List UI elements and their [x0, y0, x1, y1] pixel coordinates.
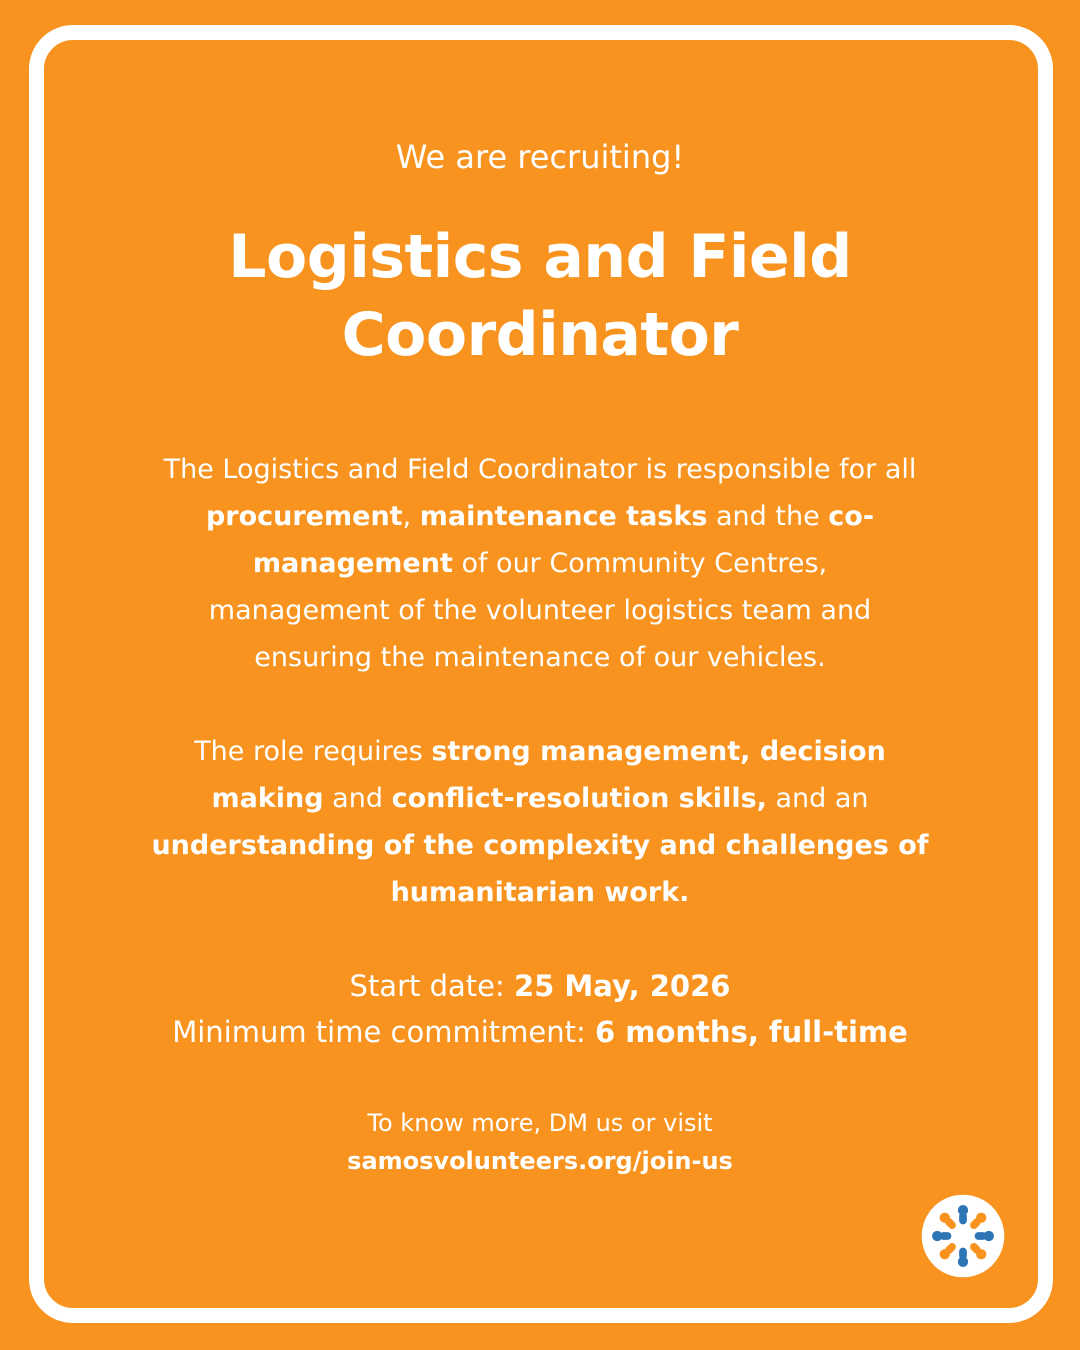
recruiting-intro: We are recruiting!	[395, 138, 685, 176]
description-bold: management	[252, 548, 453, 579]
commitment-label: Minimum time commitment:	[172, 1015, 595, 1049]
logo-person-figure	[958, 1251, 968, 1266]
requirements-bold: humanitarian work.	[390, 877, 690, 908]
requirements-bold: making	[211, 783, 324, 814]
requirements-text: and	[323, 783, 392, 814]
logo-person-figure	[958, 1205, 968, 1220]
job-title-line-1: Logistics and Field	[228, 222, 852, 292]
logo-person-figure	[932, 1231, 947, 1241]
requirements-bold: understanding of the complexity and challenges of	[151, 830, 929, 861]
description-text: ,	[402, 501, 420, 532]
description-bold: procurement	[205, 501, 403, 532]
description-text: The Logistics and Field Coordinator is responsible for all	[163, 454, 917, 485]
logo-person-figure	[978, 1231, 993, 1241]
role-requirements	[40, 728, 1040, 916]
commitment-value: 6 months, full-time	[594, 1015, 908, 1049]
requirements-bold: conflict-resolution skills,	[391, 783, 767, 814]
people-circle-logo-icon	[920, 1193, 1006, 1279]
description-text: and the	[707, 501, 829, 532]
job-title	[40, 218, 1040, 374]
description-bold: co-	[828, 501, 875, 532]
start-date-label: Start date:	[349, 969, 514, 1003]
description-bold: maintenance tasks	[419, 501, 708, 532]
description-text: management of the volunteer logistics team and	[208, 595, 872, 626]
cta-text: To know more, DM us or visit	[367, 1109, 713, 1137]
role-details	[40, 963, 1040, 1055]
description-text: of our Community Centres,	[452, 548, 828, 579]
requirements-text: The role requires	[194, 736, 432, 767]
role-description	[40, 446, 1040, 681]
website-link[interactable]: samosvolunteers.org/join-us	[347, 1147, 733, 1175]
start-date-value: 25 May, 2026	[513, 969, 731, 1003]
description-text: ensuring the maintenance of our vehicles.	[254, 642, 826, 673]
call-to-action	[40, 1104, 1040, 1180]
requirements-bold: strong management, decision	[431, 736, 886, 767]
job-title-line-2: Coordinator	[341, 300, 739, 370]
requirements-text: and an	[766, 783, 869, 814]
